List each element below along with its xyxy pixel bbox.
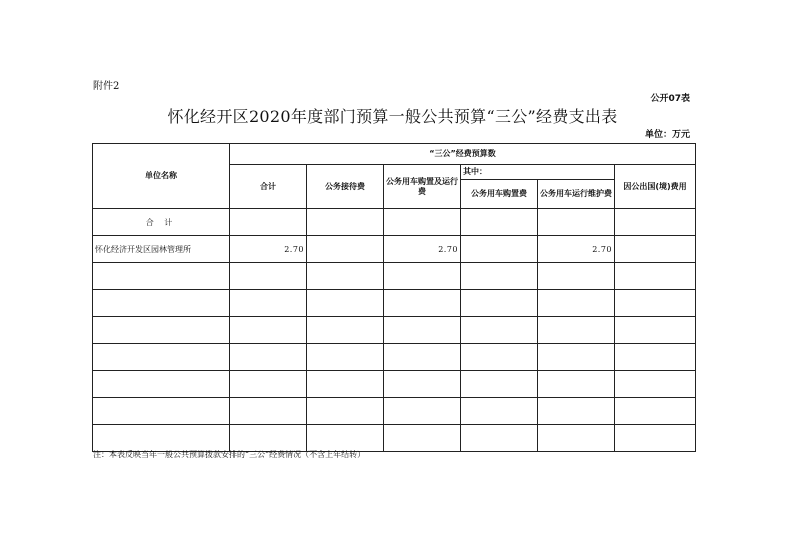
row-vehicle-operation [538,317,615,344]
total-row-label: 合 计 [93,209,230,236]
row-vehicle-operation [538,344,615,371]
row-unit-name [93,263,230,290]
row-vehicle-operation [538,290,615,317]
row-vehicle [384,425,461,452]
row-vehicle-purchase [461,236,538,263]
row-vehicle-operation: 2.70 [538,236,615,263]
row-total [230,371,307,398]
footnote: 注：本表反映当年一般公共预算拨款安排的“三公”经费情况（不含上年结转） [93,450,366,459]
total-row-vehicle-purchase [461,209,538,236]
header-vehicle: 公务用车购置及运行费 [384,165,461,209]
row-reception [307,425,384,452]
total-row-overseas [615,209,696,236]
header-total: 合计 [230,165,307,209]
row-vehicle-purchase [461,317,538,344]
row-overseas [615,371,696,398]
row-total [230,263,307,290]
row-reception [307,398,384,425]
row-reception [307,344,384,371]
table-row [93,263,696,290]
row-total [230,317,307,344]
header-overseas: 因公出国(境)费用 [615,165,696,209]
row-reception [307,263,384,290]
table-row [93,236,696,263]
row-vehicle-operation [538,425,615,452]
row-unit-name [93,290,230,317]
row-overseas [615,344,696,371]
row-unit-name [93,398,230,425]
total-row-vehicle [384,209,461,236]
row-overseas [615,398,696,425]
page-title: 怀化经开区2020年度部门预算一般公共预算“三公”经费支出表 [167,107,618,126]
row-vehicle [384,344,461,371]
total-row-total [230,209,307,236]
row-reception [307,290,384,317]
header-vehicle-operation: 公务用车运行维护费 [538,180,615,209]
row-vehicle [384,317,461,344]
row-vehicle-purchase [461,263,538,290]
total-row-reception [307,209,384,236]
row-vehicle [384,398,461,425]
row-reception [307,236,384,263]
row-total [230,425,307,452]
table-row [93,398,696,425]
header-group: “三公”经费预算数 [230,144,696,165]
row-unit-name [93,344,230,371]
header-unit-name: 单位名称 [93,144,230,209]
total-row-vehicle-operation [538,209,615,236]
row-overseas [615,317,696,344]
header-of-which: 其中： [461,165,615,180]
row-vehicle-purchase [461,371,538,398]
row-unit-name [93,371,230,398]
row-vehicle [384,371,461,398]
header-vehicle-purchase: 公务用车购置费 [461,180,538,209]
attachment-label: 附件2 [93,81,120,92]
total-row [93,209,696,236]
budget-table [92,143,696,452]
row-vehicle [384,290,461,317]
row-unit-name [93,425,230,452]
unit-label: 单位：万元 [644,130,690,140]
row-total [230,344,307,371]
row-vehicle-purchase [461,344,538,371]
row-overseas [615,236,696,263]
row-vehicle [384,263,461,290]
table-number: 公开07表 [650,94,690,104]
table-row [93,290,696,317]
row-vehicle-operation [538,398,615,425]
row-overseas [615,425,696,452]
row-vehicle-purchase [461,425,538,452]
row-total [230,398,307,425]
table-row [93,425,696,452]
row-overseas [615,290,696,317]
row-vehicle: 2.70 [384,236,461,263]
row-unit-name: 怀化经济开发区园林管理所 [93,236,230,263]
row-vehicle-purchase [461,290,538,317]
row-overseas [615,263,696,290]
row-total: 2.70 [230,236,307,263]
header-reception: 公务接待费 [307,165,384,209]
row-reception [307,371,384,398]
row-total [230,290,307,317]
table-row [93,371,696,398]
table-row [93,344,696,371]
row-vehicle-operation [538,263,615,290]
row-reception [307,317,384,344]
table-row [93,317,696,344]
row-vehicle-operation [538,371,615,398]
row-unit-name [93,317,230,344]
row-vehicle-purchase [461,398,538,425]
